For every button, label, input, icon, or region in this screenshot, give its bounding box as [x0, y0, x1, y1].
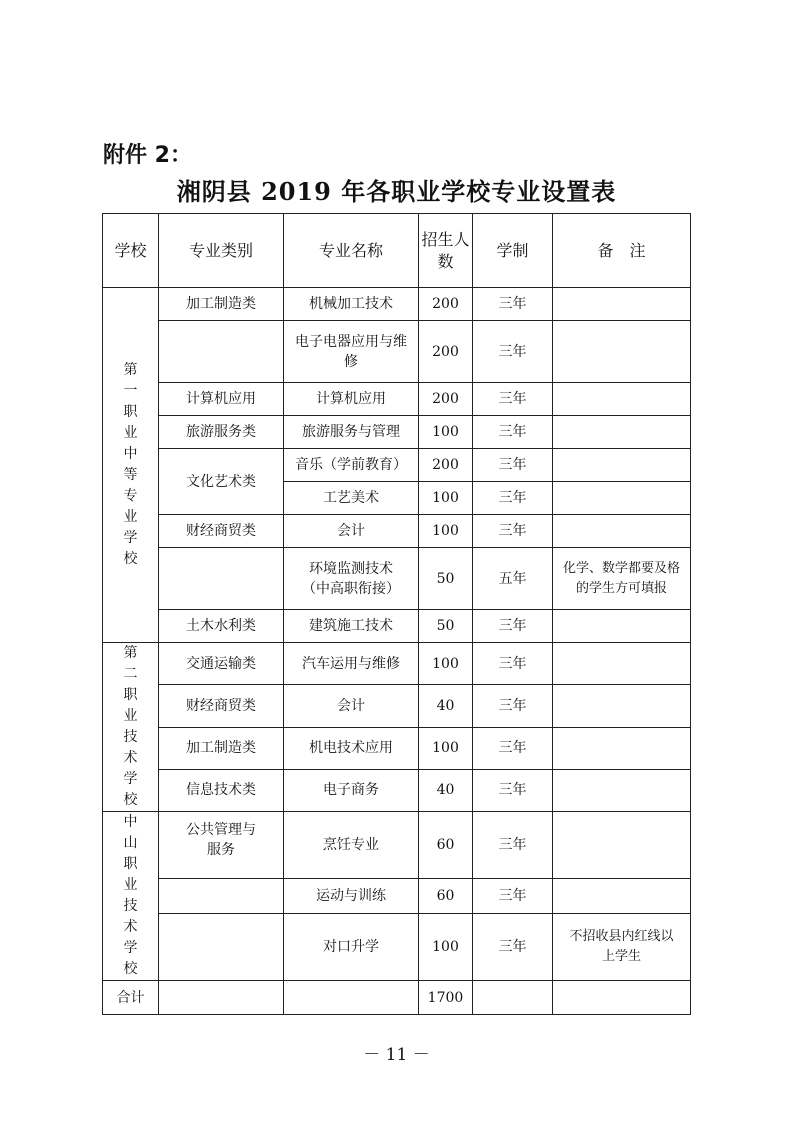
- major-cell: 旅游服务与管理: [284, 416, 419, 449]
- total-empty-cell: [473, 981, 553, 1015]
- major-settings-table: [102, 213, 691, 1015]
- years-cell: 三年: [473, 321, 553, 383]
- note-cell: [553, 812, 691, 879]
- table-row: [103, 914, 691, 981]
- note-cell: [553, 643, 691, 685]
- category-cell: 公共管理与服务: [159, 812, 284, 879]
- major-cell: 会计: [284, 685, 419, 727]
- years-cell: 三年: [473, 288, 553, 321]
- table-row: [103, 321, 691, 383]
- note-cell: [553, 416, 691, 449]
- table-row: [103, 685, 691, 727]
- years-cell: 三年: [473, 482, 553, 515]
- major-cell: 机电技术应用: [284, 727, 419, 769]
- note-cell: [553, 878, 691, 914]
- enroll-cell: 40: [419, 769, 473, 811]
- category-cell: 计算机应用: [159, 383, 284, 416]
- major-cell: 电子商务: [284, 769, 419, 811]
- total-empty-cell: [553, 981, 691, 1015]
- table-row: [103, 610, 691, 643]
- major-cell: 对口升学: [284, 914, 419, 981]
- col-header-major: 专业名称: [284, 214, 419, 288]
- major-cell: 工艺美术: [284, 482, 419, 515]
- table-row: [103, 812, 691, 879]
- school-name: 第二职业技术学校: [103, 643, 159, 812]
- enroll-cell: 60: [419, 878, 473, 914]
- table-row: [103, 727, 691, 769]
- category-cell: 信息技术类: [159, 769, 284, 811]
- note-cell: 化学、数学都要及格的学生方可填报: [553, 548, 691, 610]
- total-label: 合计: [103, 981, 159, 1015]
- category-cell: 加工制造类: [159, 288, 284, 321]
- years-cell: 三年: [473, 914, 553, 981]
- category-cell: 土木水利类: [159, 610, 284, 643]
- note-cell: [553, 383, 691, 416]
- col-header-school: 学校: [103, 214, 159, 288]
- major-cell: 环境监测技术（中高职衔接）: [284, 548, 419, 610]
- enroll-cell: 40: [419, 685, 473, 727]
- table-row: [103, 515, 691, 548]
- attachment-label: 附件 2：: [103, 143, 192, 168]
- years-cell: 三年: [473, 812, 553, 879]
- category-cell: 财经商贸类: [159, 515, 284, 548]
- enroll-cell: 100: [419, 727, 473, 769]
- enroll-cell: 200: [419, 288, 473, 321]
- col-header-category: 专业类别: [159, 214, 284, 288]
- note-cell: [553, 769, 691, 811]
- enroll-cell: 200: [419, 449, 473, 482]
- page-number: － 11 －: [363, 1045, 430, 1065]
- years-cell: 三年: [473, 878, 553, 914]
- enroll-cell: 100: [419, 643, 473, 685]
- note-cell: [553, 288, 691, 321]
- major-cell: 烹饪专业: [284, 812, 419, 879]
- enroll-cell: 200: [419, 383, 473, 416]
- col-header-enroll: 招生人数: [419, 214, 473, 288]
- note-cell: [553, 449, 691, 482]
- table-row: [103, 416, 691, 449]
- enroll-cell: 60: [419, 812, 473, 879]
- years-cell: 三年: [473, 449, 553, 482]
- table-row: [103, 548, 691, 610]
- table-row: [103, 878, 691, 914]
- years-cell: 三年: [473, 643, 553, 685]
- total-empty-cell: [159, 981, 284, 1015]
- years-cell: 五年: [473, 548, 553, 610]
- table-row: [103, 769, 691, 811]
- major-cell: 运动与训练: [284, 878, 419, 914]
- category-cell: [159, 878, 284, 914]
- years-cell: 三年: [473, 685, 553, 727]
- major-cell: 汽车运用与维修: [284, 643, 419, 685]
- note-cell: 不招收县内红线以上学生: [553, 914, 691, 981]
- enroll-cell: 100: [419, 416, 473, 449]
- table-header-row: [103, 214, 691, 288]
- category-cell: [159, 914, 284, 981]
- category-cell: 文化艺术类: [159, 449, 284, 515]
- enroll-cell: 100: [419, 482, 473, 515]
- years-cell: 三年: [473, 610, 553, 643]
- note-cell: [553, 482, 691, 515]
- school-name: 中山职业技术学校: [103, 812, 159, 981]
- enroll-cell: 50: [419, 548, 473, 610]
- total-enroll: 1700: [419, 981, 473, 1015]
- col-header-years: 学制: [473, 214, 553, 288]
- years-cell: 三年: [473, 769, 553, 811]
- table-row: [103, 643, 691, 685]
- major-cell: 会计: [284, 515, 419, 548]
- category-cell: 交通运输类: [159, 643, 284, 685]
- note-cell: [553, 610, 691, 643]
- note-cell: [553, 321, 691, 383]
- major-cell: 建筑施工技术: [284, 610, 419, 643]
- note-cell: [553, 685, 691, 727]
- col-header-note: 备 注: [553, 214, 691, 288]
- major-cell: 计算机应用: [284, 383, 419, 416]
- years-cell: 三年: [473, 727, 553, 769]
- total-row: [103, 981, 691, 1015]
- category-cell: 加工制造类: [159, 727, 284, 769]
- years-cell: 三年: [473, 515, 553, 548]
- major-cell: 机械加工技术: [284, 288, 419, 321]
- category-cell: 财经商贸类: [159, 685, 284, 727]
- enroll-cell: 50: [419, 610, 473, 643]
- page-title: 湘阴县 2019 年各职业学校专业设置表: [176, 177, 617, 206]
- table-row: [103, 383, 691, 416]
- major-cell: 电子电器应用与维修: [284, 321, 419, 383]
- enroll-cell: 100: [419, 914, 473, 981]
- table-row: [103, 288, 691, 321]
- category-cell: [159, 548, 284, 610]
- total-empty-cell: [284, 981, 419, 1015]
- enroll-cell: 100: [419, 515, 473, 548]
- category-cell: [159, 321, 284, 383]
- note-cell: [553, 515, 691, 548]
- table-row: [103, 449, 691, 482]
- school-name: 第一职业中等专业学校: [103, 288, 159, 643]
- years-cell: 三年: [473, 383, 553, 416]
- note-cell: [553, 727, 691, 769]
- enroll-cell: 200: [419, 321, 473, 383]
- category-cell: 旅游服务类: [159, 416, 284, 449]
- major-cell: 音乐（学前教育）: [284, 449, 419, 482]
- years-cell: 三年: [473, 416, 553, 449]
